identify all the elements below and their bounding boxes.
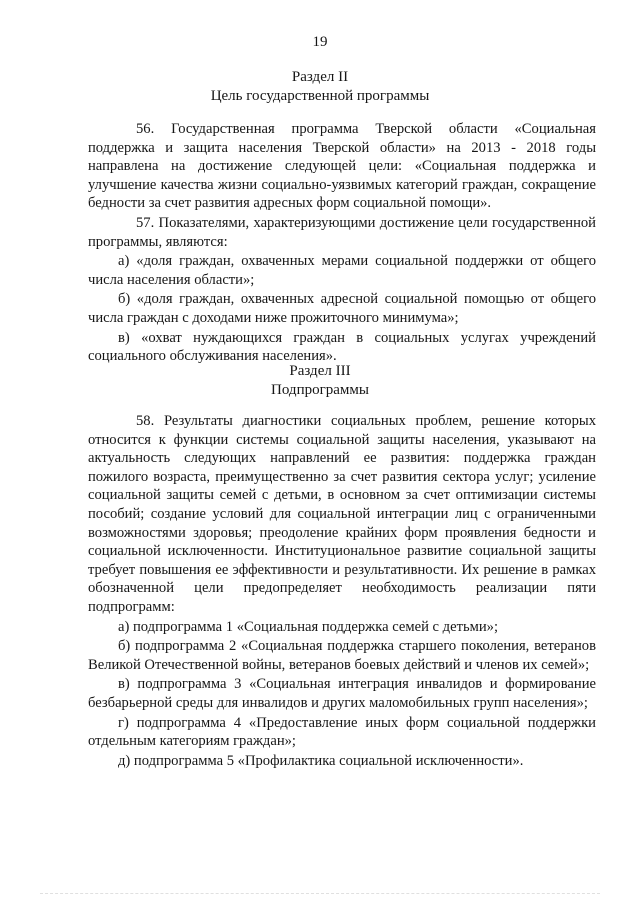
subprogram-4: г) подпрограмма 4 «Предоставление иных форм социальной поддержки отдельным категориям граждан»; bbox=[88, 714, 596, 750]
subprogram-3: в) подпрограмма 3 «Социальная интеграция инвалидов и формирование безбарьерной среды для инвалидов и других маломобильных групп населения»; bbox=[88, 676, 596, 711]
indicator-b: б) «доля граждан, охваченных адресной социальной помощью от общего числа граждан с доходами ниже прожиточного минимума»; bbox=[88, 291, 596, 326]
paragraph-57: 57. Показателями, характеризующими достижение цели государственной программы, являются: bbox=[88, 214, 596, 250]
section-3-title: Подпрограммы bbox=[271, 382, 369, 398]
paragraph-58: 58. Результаты диагностики социальных проблем, решение которых относится к функции системы социальной защиты населения, указывают на актуальность следующих направлений ее развития: поддержка граждан пожилого возраста, преимущественно за счет развития сектора услуг; усиление социальной защиты семей с детьми, в основном за счет оптимизации системы пособий; создание условий для социальной интеграции лиц с ограниченными возможностями здоровья; преодоление крайних форм проявления бедности и социальной исключенности. Институциональное развитие социальной защиты требует повышения ее эффективности и результативности. Их решение в рамках обозначенной цели предопределяет необходимость реализации пяти подпрограмм: bbox=[88, 413, 596, 615]
subprogram-1: а) подпрограмма 1 «Социальная поддержка семей с детьми»; bbox=[118, 618, 498, 635]
paragraph-56: 56. Государственная программа Тверской области «Социальная поддержка и защита населения Тверской области» на 2013 - 2018 годы направлена на достижение следующей цели: «Социальная поддержка и улучшение качества жизни социально-уязвимых категорий граждан, сокращение бедности за счет развития адресных форм социальной помощи». bbox=[88, 121, 596, 212]
indicator-v: в) «охват нуждающихся граждан в социальных услугах учреждений социального обслуживания населения». bbox=[88, 329, 596, 365]
subprogram-5: д) подпрограмма 5 «Профилактика социальной исключенности». bbox=[118, 752, 524, 769]
indicator-a: а) «доля граждан, охваченных мерами социальной поддержки от общего числа населения области»; bbox=[88, 253, 596, 288]
section-3-label: Раздел III bbox=[289, 363, 351, 379]
scan-bottom-edge bbox=[40, 893, 600, 894]
subprogram-2: б) подпрограмма 2 «Социальная поддержка старшего поколения, ветеранов Великой Отечественной войны, ветеранов боевых действий и членов их семей»; bbox=[88, 638, 596, 673]
section-2-body bbox=[88, 120, 596, 366]
section-3-body bbox=[88, 412, 596, 770]
page-number: 19 bbox=[312, 34, 328, 50]
section-2-label: Раздел II bbox=[291, 69, 349, 85]
section-2-title: Цель государственной программы bbox=[210, 88, 430, 104]
